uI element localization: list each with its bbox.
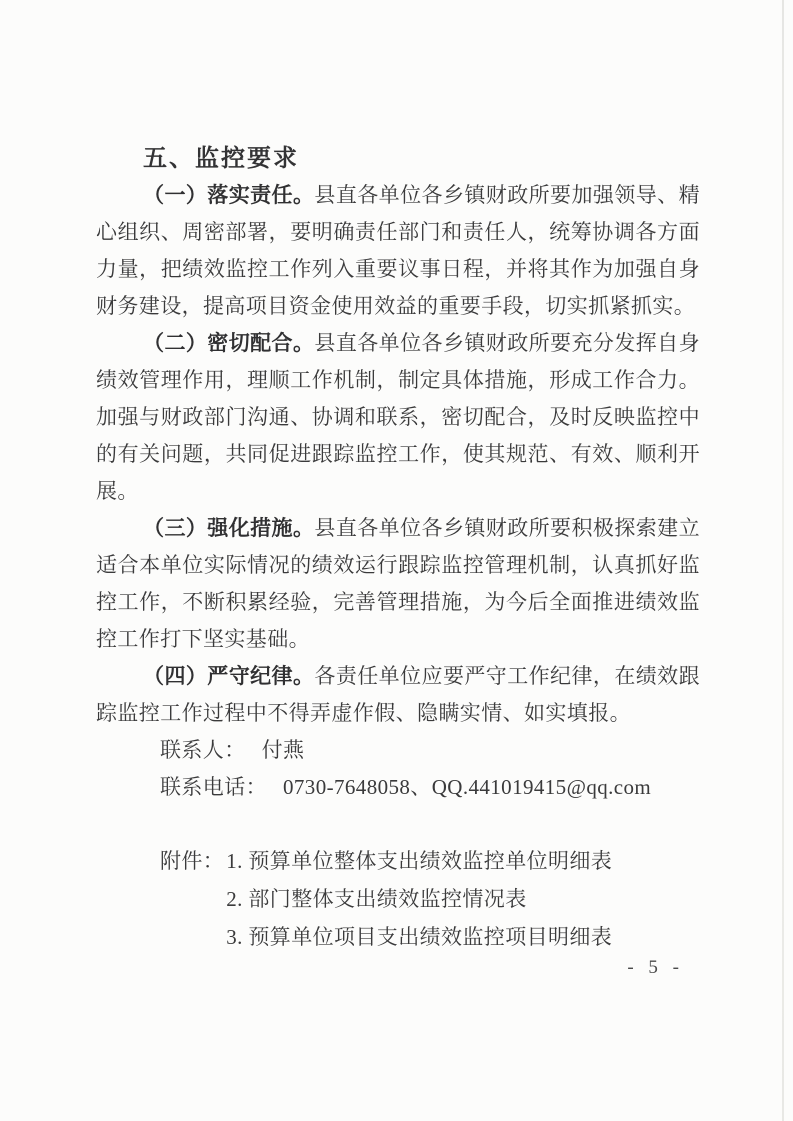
contact-value: 0730-7648058、QQ.441019415@qq.com <box>283 775 652 799</box>
paragraph-lead: （一）落实责任。 <box>143 183 315 207</box>
line-text: 心组织、周密部署，要明确责任部门和责任人，统筹协调各方面 <box>96 220 700 244</box>
line-text: 财务建设，提高项目资金使用效益的重要手段，切实抓紧抓实。 <box>96 294 696 318</box>
line-text: 县直各单位各乡镇财政所要加强领导、精 <box>314 183 700 207</box>
attachments-list <box>226 842 612 956</box>
line-text: 适合本单位实际情况的绩效运行跟踪监控管理机制，认真抓好监 <box>96 553 700 577</box>
text-line <box>96 436 700 473</box>
line-text: 力量，把绩效监控工作列入重要议事日程，并将其作为加强自身 <box>96 257 700 281</box>
text-line <box>96 362 700 399</box>
line-text: 踪监控工作过程中不得弄虚作假、隐瞒实情、如实填报。 <box>96 701 631 725</box>
text-line <box>96 177 700 214</box>
paragraph-indent <box>96 682 143 683</box>
text-line <box>96 325 700 362</box>
line-text: 展。 <box>96 479 139 503</box>
text-line <box>96 621 700 658</box>
line-text: 绩效管理作用，理顺工作机制，制定具体措施，形成工作合力。 <box>96 368 700 392</box>
line-text: 的有关问题，共同促进跟踪监控工作，使其规范、有效、顺利开 <box>96 442 700 466</box>
contact-block <box>96 732 700 806</box>
attachment-item: 3. 预算单位项目支出绩效监控项目明细表 <box>226 925 613 949</box>
attachment-item: 2. 部门整体支出绩效监控情况表 <box>226 887 527 911</box>
line-text: 县直各单位各乡镇财政所要积极探索建立 <box>314 516 700 540</box>
paragraph-lead: （三）强化措施。 <box>143 516 315 540</box>
contact-line <box>96 769 700 806</box>
text-line <box>96 695 700 732</box>
paragraph-lead: （四）严守纪律。 <box>143 664 315 688</box>
first-line-lead-wrap <box>96 516 314 540</box>
text-line <box>96 288 700 325</box>
contact-value: 付燕 <box>261 738 305 762</box>
line-text: 县直各单位各乡镇财政所要充分发挥自身 <box>314 331 700 355</box>
attachments-block <box>96 842 700 956</box>
first-line-lead-wrap <box>96 183 314 207</box>
contact-label: 联系人： <box>160 738 246 762</box>
paragraph-indent <box>96 534 143 535</box>
text-line <box>96 510 700 547</box>
text-line <box>96 584 700 621</box>
paragraph-indent <box>96 201 143 202</box>
line-text: 各责任单位应要严守工作纪律，在绩效跟 <box>314 664 700 688</box>
document-body <box>96 141 700 956</box>
attachment-item: 1. 预算单位整体支出绩效监控单位明细表 <box>226 849 613 873</box>
contact-label: 联系电话： <box>160 775 267 799</box>
text-line <box>96 473 700 510</box>
scan-edge-artifact <box>782 0 784 1121</box>
text-line <box>96 658 700 695</box>
paragraph-lines <box>96 177 700 732</box>
contact-line <box>96 732 700 769</box>
text-line <box>96 547 700 584</box>
paragraph-indent <box>96 349 143 350</box>
text-line <box>96 251 700 288</box>
attachments-label: 附件： <box>160 849 225 873</box>
paragraph-lead: （二）密切配合。 <box>143 331 315 355</box>
page-number: - 5 - <box>627 957 684 978</box>
text-line <box>96 399 700 436</box>
line-text: 控工作打下坚实基础。 <box>96 627 310 651</box>
section-heading: 五、监控要求 <box>143 145 299 172</box>
line-text: 加强与财政部门沟通、协调和联系，密切配合，及时反映监控中 <box>96 405 700 429</box>
first-line-lead-wrap <box>96 664 314 688</box>
first-line-lead-wrap <box>96 331 314 355</box>
line-text: 控工作，不断积累经验，完善管理措施，为今后全面推进绩效监 <box>96 590 700 614</box>
text-line <box>96 214 700 251</box>
